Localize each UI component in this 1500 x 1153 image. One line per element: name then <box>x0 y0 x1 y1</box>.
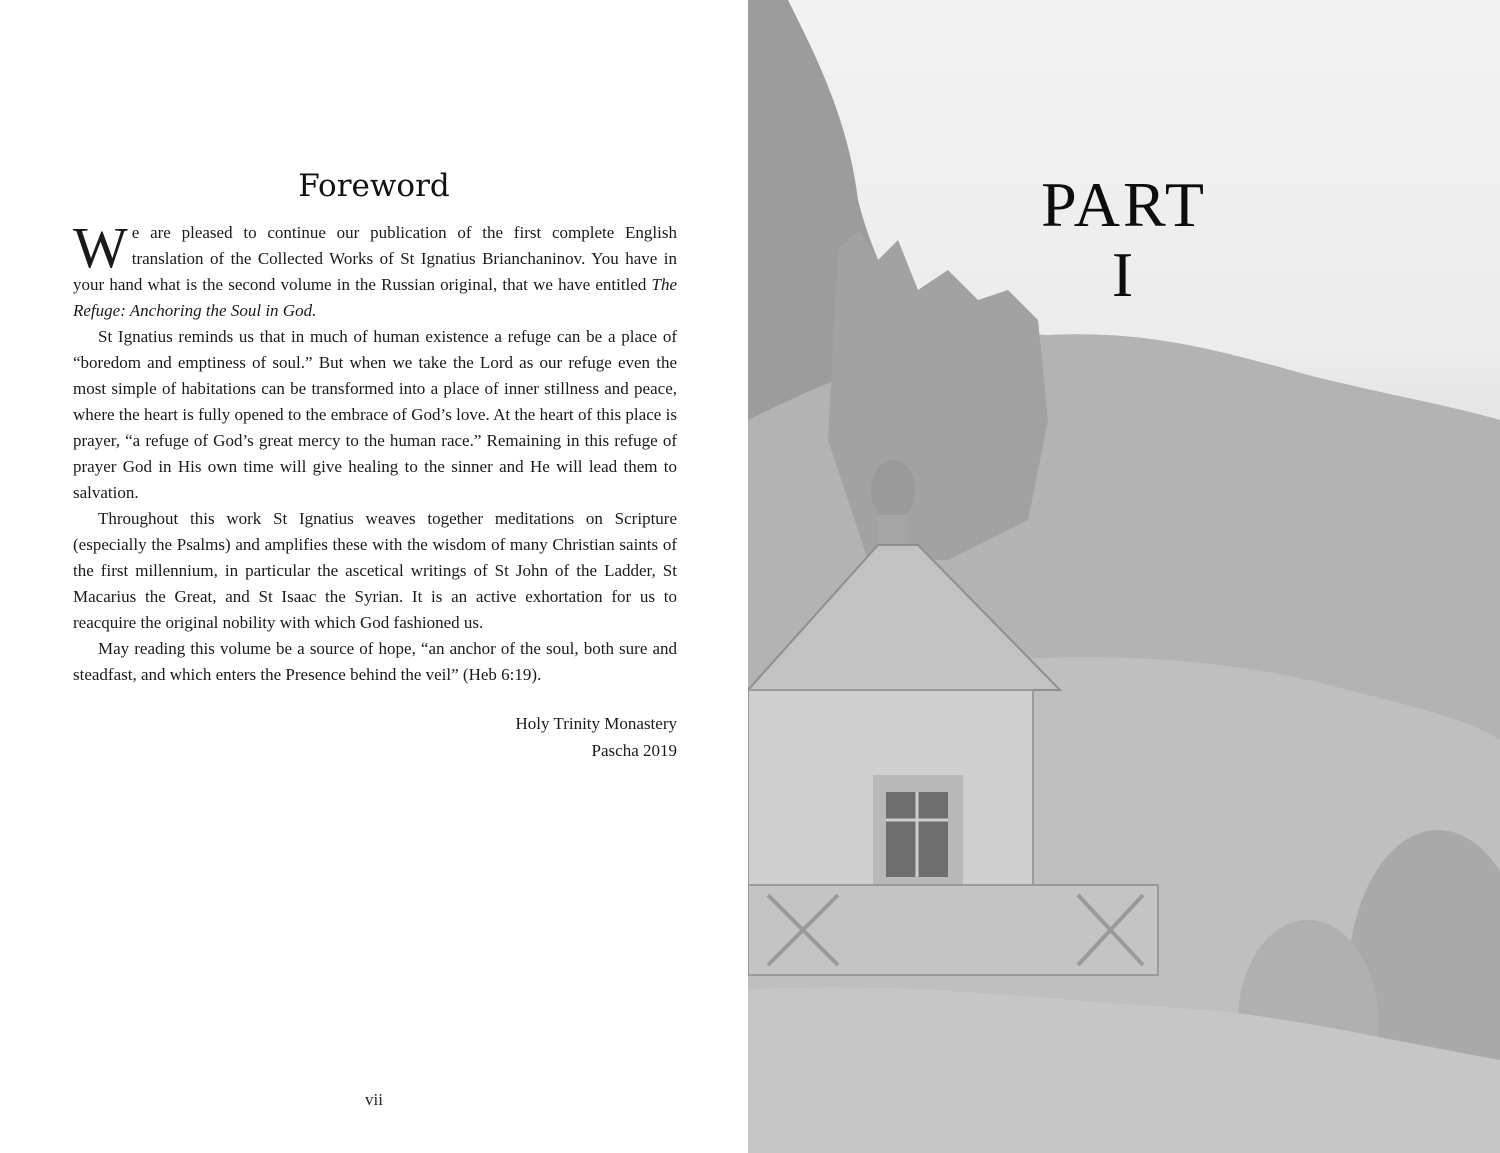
chapel-drum <box>878 515 908 545</box>
paragraph-1-text: e are pleased to continue our publication of the first complete English translation of the Collected Works of St Ignatius Brianchaninov. You have in your hand what is the second volume in the Russian original, that we have entitled <box>73 223 677 294</box>
railing <box>748 885 1158 975</box>
paragraph-4: May reading this volume be a source of hope, “an anchor of the soul, both sure and steadfast, and which enters the Presence behind the veil” (Heb 6:19). <box>73 639 677 684</box>
signature-place: Holy Trinity Monastery <box>515 714 677 733</box>
foreword-text <box>73 215 677 764</box>
book-title: The Refuge: Anchoring the Soul in God. <box>73 275 677 320</box>
signature-date: Pascha 2019 <box>591 741 677 760</box>
part-label: PART <box>1041 169 1207 240</box>
paragraph-3: Throughout this work St Ignatius weaves together meditations on Scripture (especially the Psalms) and amplifies these with the wisdom of many Christian saints of the first millennium, in particular the ascetical writings of St John of the Ladder, St Macarius the Great, and St Isaac the Syrian. It is an active exhortation for us to reacquire the original nobility with which God fashioned us. <box>73 509 677 632</box>
paragraph-1 <box>73 215 677 324</box>
signature <box>73 710 677 764</box>
foreword-heading: Foreword <box>298 168 450 204</box>
right-page <box>748 0 1500 1153</box>
left-page <box>0 0 748 1153</box>
chapel-dome <box>871 460 915 520</box>
part-title <box>748 170 1500 310</box>
part-number: I <box>1111 239 1137 310</box>
page-number: vii <box>365 1090 383 1109</box>
drop-cap: W <box>73 215 128 280</box>
paragraph-2: St Ignatius reminds us that in much of human existence a refuge can be a place of “boredom and emptiness of soul.” But when we take the Lord as our refuge even the most simple of habitations can be transformed into a place of inner stillness and peace, where the heart is fully opened to the embrace of God’s love. At the heart of this place is prayer, “a refuge of God’s great mercy to the human race.” Remaining in this refuge of prayer God in His own time will give healing to the sinner and He will lead them to salvation. <box>73 327 677 502</box>
